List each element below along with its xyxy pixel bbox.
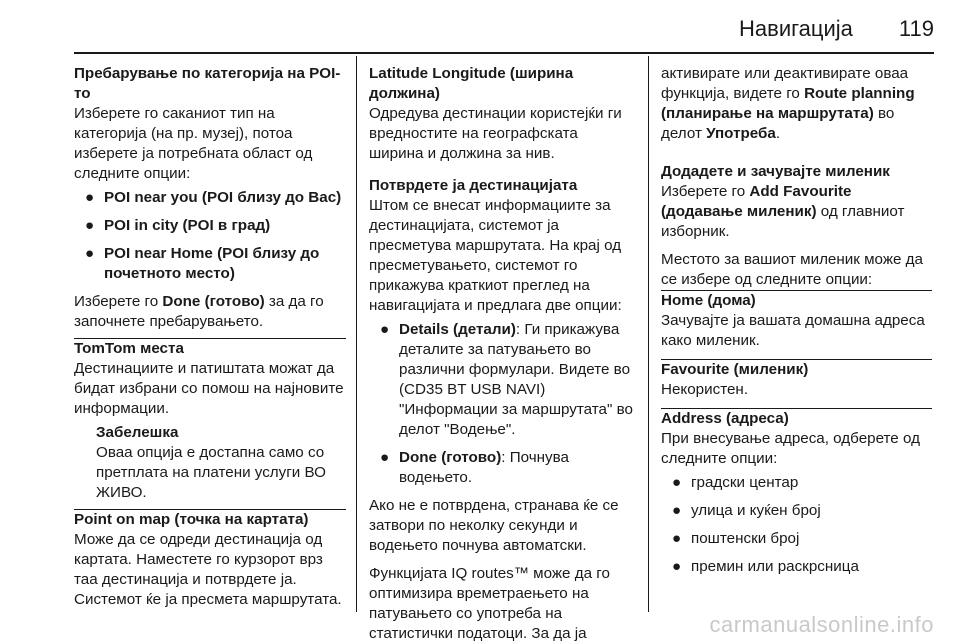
bullet-icon: ●	[380, 449, 390, 466]
list-item: ● Done (готово): Почнува водењето.	[380, 449, 569, 486]
column-1	[74, 64, 346, 610]
paragraph: Изберете го Add Favourite (додавање миленик) од главниот изборник.	[661, 183, 905, 240]
section-title: Потврдете ја дестинацијата	[369, 177, 578, 194]
page-number: 119	[898, 16, 934, 41]
paragraph: Одредува дестинации користејќи ги вредностите на географската ширина и должина за нив.	[369, 105, 622, 162]
bullet-list	[369, 320, 634, 488]
note-title: Забелешка	[96, 424, 179, 441]
list-item: ● POI near you (POI близу до Вас)	[85, 189, 342, 206]
paragraph: Зачувајте ја вашата домашна адреса како миленик.	[661, 312, 925, 349]
bullet-icon: ●	[672, 558, 682, 575]
column-3	[661, 64, 932, 585]
list-item: ● POI in city (POI в град)	[85, 217, 271, 234]
section-confirm-destination	[369, 176, 634, 644]
bullet-list	[74, 188, 346, 284]
header-rule	[74, 52, 934, 54]
section-title: TomTom места	[74, 340, 184, 357]
section-address	[661, 408, 932, 577]
section-point-on-map	[74, 509, 346, 610]
note-box	[74, 423, 346, 503]
paragraph: Штом се внесат информациите за дестинацијата, системот ја пресметува маршрутата. На крај од пресметувањето, системот го прикажува краткиот преглед на навигацијата и предлага две опции:	[369, 197, 622, 314]
page-title: Навигација	[739, 16, 853, 41]
section-lat-long	[369, 64, 634, 164]
paragraph: Изберете го саканиот тип на категорија (на пр. музеј), потоа изберете ја потребната област од следните опции:	[74, 105, 313, 182]
section-tomtom-places	[74, 338, 346, 503]
bullet-list	[661, 473, 932, 577]
section-home	[661, 290, 932, 351]
bullet-icon: ●	[85, 217, 95, 234]
list-item: ● Details (детали): Ги прикажува деталите за патувањето во различни формулари. Видете во (CD35 BT USB NAVI) "Информации за маршрутата" во делот "Водење".	[380, 321, 633, 438]
bullet-icon: ●	[672, 474, 682, 491]
section-poi-category	[74, 64, 346, 332]
paragraph: Може да се одреди дестинација од картата. Наместете го курзорот врз таа дестинација и потврдете ја. Системот ќе ја пресмета маршрутата.	[74, 531, 342, 608]
column-divider-2	[648, 56, 649, 612]
paragraph: Некористен.	[661, 381, 749, 398]
list-item: ● улица и куќен број	[672, 502, 821, 519]
list-item: ● градски центар	[672, 474, 799, 491]
list-item: ● премин или раскрсница	[672, 558, 859, 575]
section-add-favourite	[661, 162, 932, 290]
note-text: Оваа опција е достапна само со претплата на платени услуги ВО ЖИВО.	[96, 444, 326, 501]
section-title: Address (адреса)	[661, 410, 789, 427]
watermark: carmanualsonline.info	[709, 612, 934, 637]
section-title: Home (дома)	[661, 292, 756, 309]
paragraph: Функцијата IQ routes™ може да го оптимизира времетраењето на патувањето со употреба на статистички податоци. За да ја	[369, 565, 610, 642]
bullet-icon: ●	[85, 189, 95, 206]
bullet-icon: ●	[672, 530, 682, 547]
page-header	[739, 16, 934, 42]
column-2	[369, 64, 634, 644]
paragraph: Изберете го Done (готово) за да го започнете пребарувањето.	[74, 293, 324, 330]
section-title: Latitude Longitude (ширина должина)	[369, 65, 574, 102]
paragraph: При внесување адреса, одберете од следните опции:	[661, 430, 920, 467]
paragraph: активирате или деактивирате оваа функција, видете го Route planning (планирање на маршрутата) во делот Употреба.	[661, 65, 915, 142]
bullet-icon: ●	[85, 245, 95, 262]
section-favourite	[661, 359, 932, 400]
list-item: ● POI near Home (POI близу до почетното место)	[85, 245, 320, 282]
list-item: ● поштенски број	[672, 530, 800, 547]
section-title: Пребарување по категорија на POI-то	[74, 65, 341, 102]
section-title: Favourite (миленик)	[661, 361, 809, 378]
section-title: Додадете и зачувајте миленик	[661, 163, 890, 180]
paragraph: Дестинациите и патиштата можат да бидат избрани со помош на најновите информации.	[74, 360, 344, 417]
bullet-icon: ●	[672, 502, 682, 519]
paragraph: Ако не е потврдена, странава ќе се затвори по неколку секунди и водењето почнува автоматски.	[369, 497, 619, 554]
section-title: Point on map (точка на картата)	[74, 511, 309, 528]
bullet-icon: ●	[380, 321, 390, 338]
paragraph: Местото за вашиот миленик може да се избере од следните опции:	[661, 251, 923, 288]
column-divider-1	[356, 56, 357, 612]
